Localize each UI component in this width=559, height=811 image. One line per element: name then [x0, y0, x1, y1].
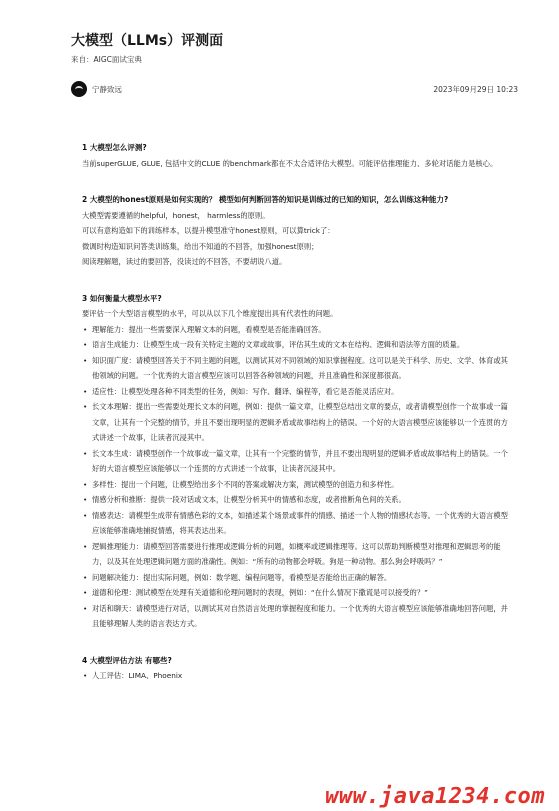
methods-list — [82, 668, 512, 684]
paragraph: 要评估一个大型语言模型的水平，可以从以下几个维度提出具有代表性的问题。 — [82, 309, 338, 318]
watermark: www.java1234.com — [325, 784, 545, 809]
list-item: • 问题解决能力：提出实际问题，例如：数学题、编程问题等，看模型是否能给出正确的解答。 — [82, 570, 512, 586]
avatar[interactable] — [71, 81, 87, 97]
list-item: • 知识面广度：请模型回答关于不同主题的问题，以测试其对不同领域的知识掌握程度。这可以是关于科学、历史、文学、体育或其他领域的问题。一个优秀的大语言模型应该可以回答各种领域的问题，并且准确性和深度都很高。 — [82, 353, 512, 384]
article-body — [82, 140, 512, 684]
paragraph: 阅读理解题，读过的要回答，没读过的不回答，不要胡说八道。 — [82, 257, 287, 266]
list-item: • 逻辑推理能力：请模型回答需要进行推理或逻辑分析的问题，如概率或逻辑推理等。这可以帮助判断模型对推理和逻辑思考的能力，以及其在处理逻辑问题方面的准确性。例如：“所有的动物都会呼吸。狗是一种动物。那么狗会呼吸吗？” — [82, 539, 512, 570]
list-item: • 适应性：让模型处理各种不同类型的任务，例如：写作、翻译、编程等，看它是否能灵活应对。 — [82, 384, 512, 400]
section-heading: 2 大模型的honest原则是如何实现的？ 模型如何判断回答的知识是训练过的已知的知识，怎么训练这种能力? — [82, 195, 449, 204]
criteria-list — [82, 322, 512, 632]
paragraph: 当前superGLUE, GLUE, 包括中文的CLUE 的benchmark都在不太合适评估大模型。可能评估推理能力、多轮对话能力是核心。 — [82, 158, 498, 168]
section-heading: 4 大模型评估方法 有哪些? — [82, 655, 172, 665]
paragraph: 大模型需要遵循的helpful，honest， harmless的原则。 — [82, 210, 270, 220]
list-item: • 道德和伦理：测试模型在处理有关道德和伦理问题时的表现，例如：“在什么情况下撒谎是可以接受的？” — [82, 585, 512, 601]
list-item: • 语言生成能力：让模型生成一段有关特定主题的文章或故事，评估其生成的文本在结构、逻辑和语法等方面的质量。 — [82, 337, 512, 353]
list-item: • 长文本生成：请模型创作一个故事或一篇文章，让其有一个完整的情节，并且不要出现明显的逻辑矛盾或故事结构上的错误。一个好的大语言模型应该能够以一个连贯的方式讲述一个故事，让读者沉浸其中。 — [82, 446, 512, 477]
author-row — [71, 81, 518, 99]
list-item: • 对话和聊天：请模型进行对话，以测试其对自然语言处理的掌握程度和能力。一个优秀的大语言模型应该能够准确地回答问题，并且能够理解人类的语言表达方式。 — [82, 601, 512, 632]
article-source: 来自：AIGC面试宝典 — [71, 55, 142, 64]
list-item: • 情感表达：请模型生成带有情感色彩的文本，如描述某个场景或事件的情感、描述一个人物的情感状态等。一个优秀的大语言模型应该能够准确地捕捉情感，将其表达出来。 — [82, 508, 512, 539]
section-heading: 3 如何衡量大模型水平? — [82, 293, 162, 303]
list-item: • 情感分析和推断：提供一段对话或文本，让模型分析其中的情感和态度，或者推断角色间的关系。 — [82, 492, 512, 508]
list-item: • 多样性：提出一个问题，让模型给出多个不同的答案或解决方案，测试模型的创造力和多样性。 — [82, 477, 512, 493]
paragraph: 可以有意构造如下的训练样本，以提升模型准守honest原则，可以算trick了： — [82, 226, 335, 235]
publish-date: 2023年09月29日 10:23 — [433, 85, 518, 94]
list-item: • 理解能力：提出一些需要深入理解文本的问题，看模型是否能准确回答。 — [82, 322, 512, 338]
paragraph: 微调时构造知识问答类训练集，给出不知道的不回答，加强honest原则； — [82, 241, 319, 251]
article-title: 大模型（LLMs）评测面 — [71, 33, 224, 49]
list-item: • 人工评估：LIMA、Phoenix — [82, 668, 512, 684]
author-name[interactable]: 宁静致远 — [92, 85, 122, 94]
section-heading: 1 大模型怎么评测? — [82, 143, 147, 152]
list-item: • 长文本理解：提出一些需要处理长文本的问题，例如：提供一篇文章，让模型总结出文章的要点，或者请模型创作一个故事或一篇文章，让其有一个完整的情节，并且不要出现明显的逻辑矛盾或故事结构上的错误。一个好的大语言模型应该能够以一个连贯的方式讲述一个故事，让读者沉浸其中。 — [82, 399, 512, 446]
